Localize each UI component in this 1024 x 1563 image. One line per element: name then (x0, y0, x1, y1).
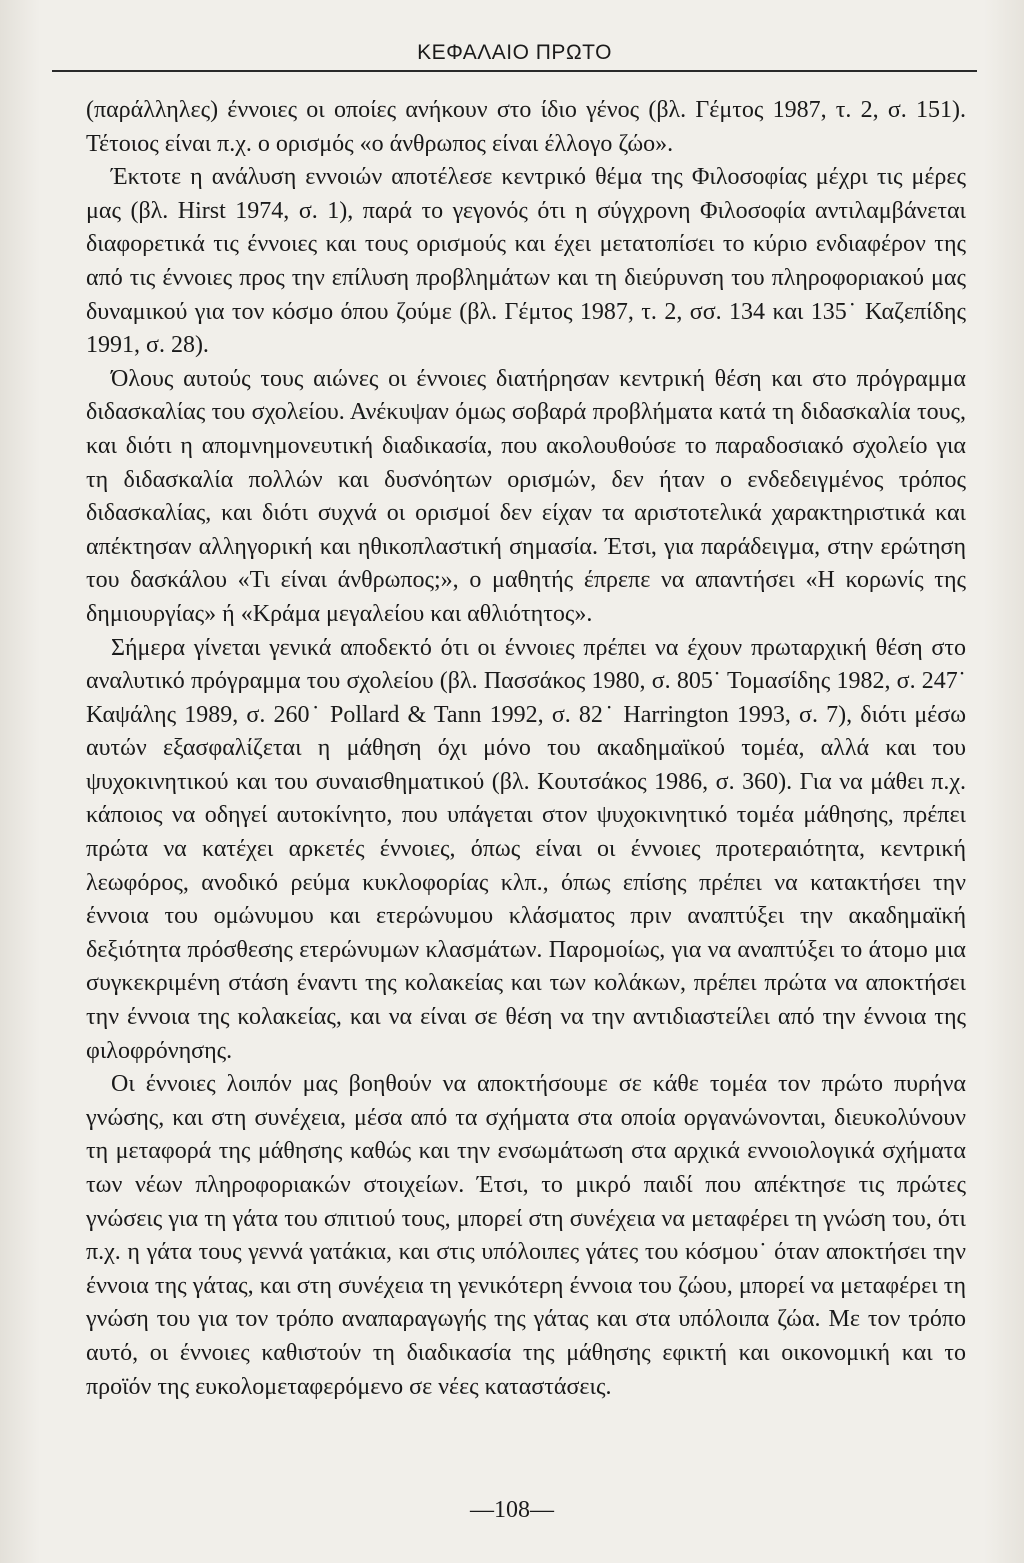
paragraph: Όλους αυτούς τους αιώνες οι έννοιες διατήρησαν κεντρική θέση και στο πρόγραμμα διδασκαλίας του σχολείου. Ανέκυψαν όμως σοβαρά προβλήματα κατά τη διδασκαλία τους, και διότι η απομνημονευτική διαδικασία, που ακολουθούσε το παραδοσιακό σχολείο για τη διδασκαλία πολλών και δυσνόητων ορισμών, δεν ήταν ο ενδεδειγμένος τρόπος διδασκαλίας, και διότι συχνά οι ορισμοί δεν είχαν τα αριστοτελικά χαρακτηριστικά και απέκτησαν αλληγορική και ηθικοπλαστική σημασία. Έτσι, για παράδειγμα, στην ερώτηση του δασκάλου «Τι είναι άνθρωπος;», ο μαθητής έπρεπε να απαντήσει «Η κορωνίς της δημιουργίας» ή «Κράμα μεγαλείου και αθλιότητος». (86, 365, 966, 627)
header-rule (52, 70, 977, 72)
running-head: ΚΕΦΑΛΑΙΟ ΠΡΩΤΟ (417, 41, 612, 64)
paragraph: (παράλληλες) έννοιες οι οποίες ανήκουν στο ίδιο γένος (βλ. Γέμτος 1987, τ. 2, σ. 151). Τέτοιος είναι π.χ. ο ορισμός «ο άνθρωπος είναι έλλογο ζώο». (86, 97, 966, 157)
body-text (86, 94, 966, 1404)
page-number: —108— (470, 1497, 554, 1523)
paragraph: Σήμερα γίνεται γενικά αποδεκτό ότι οι έννοιες πρέπει να έχουν πρωταρχική θέση στο αναλυτικό πρόγραμμα του σχολείου (βλ. Πασσάκος 1980, σ. 805˙ Τομασίδης 1982, σ. 247˙ Καψάλης 1989, σ. 260˙ Pollard & Tann 1992, σ. 82˙ Harrington 1993, σ. 7), διότι μέσω αυτών εξασφαλίζεται η μάθηση όχι μόνο του ακαδημαϊκού τομέα, αλλά και του ψυχοκινητικού και του συναισθηματικού (βλ. Κουτσάκος 1986, σ. 360). Για να μάθει π.χ. κάποιος να οδηγεί αυτοκίνητο, που υπάγεται στον ψυχοκινητικό τομέα μάθησης, πρέπει πρώτα να κατέχει αρκετές έννοιες, όπως είναι οι έννοιες προτεραιότητα, κεντρική λεωφόρος, ανοδικό ρεύμα κυκλοφορίας κλπ., όπως επίσης πρέπει να κατακτήσει την έννοια του ομώνυμου και ετερώνυμου κλάσματος πριν αναπτύξει την ακαδημαϊκή δεξιότητα πρόσθεσης ετερώνυμων κλασμάτων. Παρομοίως, για να αναπτύξει το άτομο μια συγκεκριμένη στάση έναντι της κολακείας και των κολάκων, πρέπει πρώτα να αποκτήσει την έννοια της κολακείας, και να είναι σε θέση να την αντιδιαστείλει από την έννοια της φιλοφρόνησης. (86, 634, 966, 1064)
paragraph: Οι έννοιες λοιπόν μας βοηθούν να αποκτήσουμε σε κάθε τομέα τον πρώτο πυρήνα γνώσης, και στη συνέχεια, μέσα από τα σχήματα στα οποία οργανώνονται, διευκολύνουν τη μεταφορά της μάθησης καθώς και την ενσωμάτωση στα αρχικά εννοιολογικά σχήματα των νέων πληροφοριακών στοιχείων. Έτσι, το μικρό παιδί που απέκτησε τις πρώτες γνώσεις για τη γάτα του σπιτιού τους, μπορεί στη συνέχεια να μεταφέρει τη γνώση του, ότι π.χ. η γάτα τους γεννά γατάκια, και στις υπόλοιπες γάτες του κόσμου˙ όταν αποκτήσει την έννοια της γάτας, και στη συνέχεια τη γενικότερη έννοια του ζώου, μπορεί να μεταφέρει τη γνώση του για τον τρόπο αναπαραγωγής της γάτας και στα υπόλοιπα ζώα. Με τον τρόπο αυτό, οι έννοιες καθιστούν τη διαδικασία της μάθησης εφικτή και οικονομική και το προϊόν της ευκολομεταφερόμενο σε νέες καταστάσεις. (86, 1071, 966, 1400)
paragraph: Έκτοτε η ανάλυση εννοιών αποτέλεσε κεντρικό θέμα της Φιλοσοφίας μέχρι τις μέρες μας (βλ. Hirst 1974, σ. 1), παρά το γεγονός ότι η σύγχρονη Φιλοσοφία αντιλαμβάνεται διαφορετικά τις έννοιες και τους ορισμούς και έχει μετατοπίσει το κύριο ενδιαφέρον της από τις έννοιες προς την επίλυση προβλημάτων και τη διεύρυνση του πληροφοριακού μας δυναμικού για τον κόσμο όπου ζούμε (βλ. Γέμτος 1987, τ. 2, σσ. 134 και 135˙ Καζεπίδης 1991, σ. 28). (86, 164, 966, 359)
